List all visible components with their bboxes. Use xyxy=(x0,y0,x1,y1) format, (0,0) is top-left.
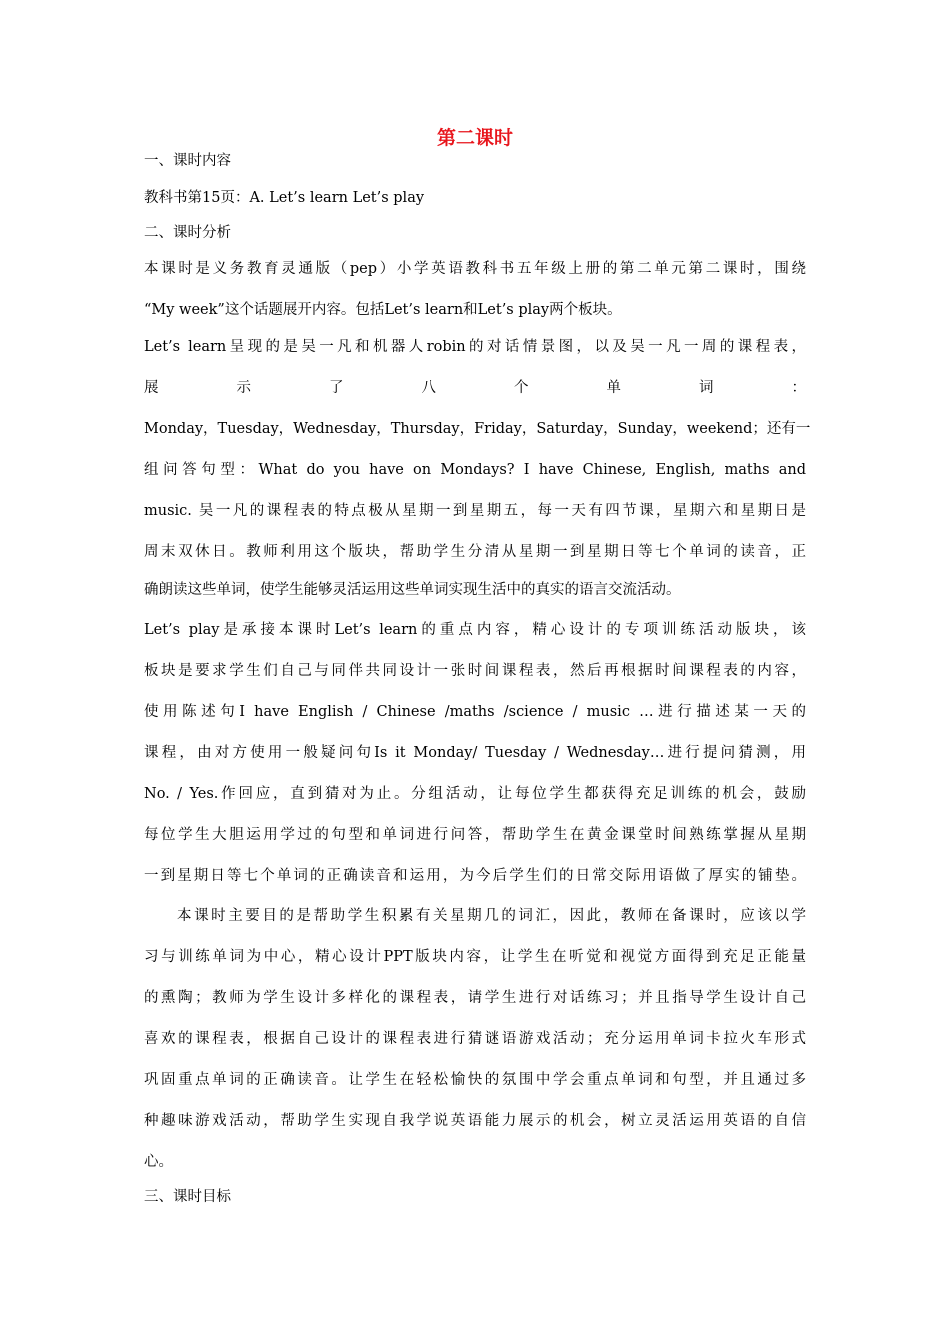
paragraph-line: 一到星期日等七个单词的正确读音和运用，为今后学生们的日常交际用语做了厚实的铺垫。 xyxy=(144,868,806,884)
paragraph-line: Let’s play是承接本课时Let’s learn的重点内容，精心设计的专项训练活动版块，该 xyxy=(144,622,806,638)
paragraph-line: 周末双休日。教师利用这个版块，帮助学生分清从星期一到星期日等七个单词的读音，正 xyxy=(144,544,806,560)
section-heading-analysis: 二、课时分析 xyxy=(144,225,231,241)
textbook-reference: 教科书第15页：A. Let’s learn Let’s play xyxy=(144,190,425,206)
paragraph-line: 每位学生大胆运用学过的句型和单词进行问答，帮助学生在黄金课堂时间熟练掌握从星期 xyxy=(144,827,806,843)
paragraph-line: 的熏陶；教师为学生设计多样化的课程表，请学生进行对话练习；并且指导学生设计自己 xyxy=(144,990,806,1006)
paragraph-line: 习与训练单词为中心，精心设计PPT版块内容，让学生在听觉和视觉方面得到充足正能量 xyxy=(144,949,806,965)
paragraph-line: 心。 xyxy=(144,1154,173,1170)
paragraph-line: 巩固重点单词的正确读音。让学生在轻松愉快的氛围中学会重点单词和句型，并且通过多 xyxy=(144,1072,806,1088)
paragraph-line: 确朗读这些单词，使学生能够灵活运用这些单词实现生活中的真实的语言交流活动。 xyxy=(144,582,681,598)
paragraph-line: 本课时主要目的是帮助学生积累有关星期几的词汇，因此，教师在备课时，应该以学 xyxy=(177,908,806,924)
paragraph-line: 板块是要求学生们自己与同伴共同设计一张时间课程表，然后再根据时间课程表的内容， xyxy=(144,663,806,679)
paragraph-line: 种趣味游戏活动，帮助学生实现自我学说英语能力展示的机会，树立灵活运用英语的自信 xyxy=(144,1113,806,1129)
section-heading-content: 一、课时内容 xyxy=(144,153,231,169)
paragraph-line: 课程，由对方使用一般疑问句Is it Monday/ Tuesday / Wednesday…进行提问猜测，用 xyxy=(144,745,806,761)
paragraph-line: No. / Yes.作回应，直到猜对为止。分组活动，让每位学生都获得充足训练的机会，鼓励 xyxy=(144,786,806,802)
paragraph-line: 展 示 了 八 个 单 词 ： xyxy=(144,380,806,396)
paragraph-line: Monday，Tuesday，Wednesday，Thursday，Friday，Saturday，Sunday，weekend；还有一 xyxy=(144,421,811,437)
paragraph-line: music. 吴一凡的课程表的特点极从星期一到星期五，每一天有四节课，星期六和星期日是 xyxy=(144,503,806,519)
paragraph-line: Let’s learn呈现的是吴一凡和机器人robin的对话情景图，以及吴一凡一周的课程表， xyxy=(144,339,806,355)
paragraph-line: 使用陈述句I have English / Chinese /maths /science / music …进行描述某一天的 xyxy=(144,704,806,720)
paragraph-line: “My week”这个话题展开内容。包括Let’s learn和Let’s play两个板块。 xyxy=(144,302,622,318)
paragraph-line: 组问答句型：What do you have on Mondays? I have Chinese, English, maths and xyxy=(144,462,806,478)
paragraph-line: 喜欢的课程表，根据自己设计的课程表进行猜谜语游戏活动；充分运用单词卡拉火车形式 xyxy=(144,1031,806,1047)
page-title: 第二课时 xyxy=(436,127,513,149)
section-heading-objectives: 三、课时目标 xyxy=(144,1189,231,1205)
paragraph-line: 本课时是义务教育灵通版（pep）小学英语教科书五年级上册的第二单元第二课时，围绕 xyxy=(144,261,806,277)
